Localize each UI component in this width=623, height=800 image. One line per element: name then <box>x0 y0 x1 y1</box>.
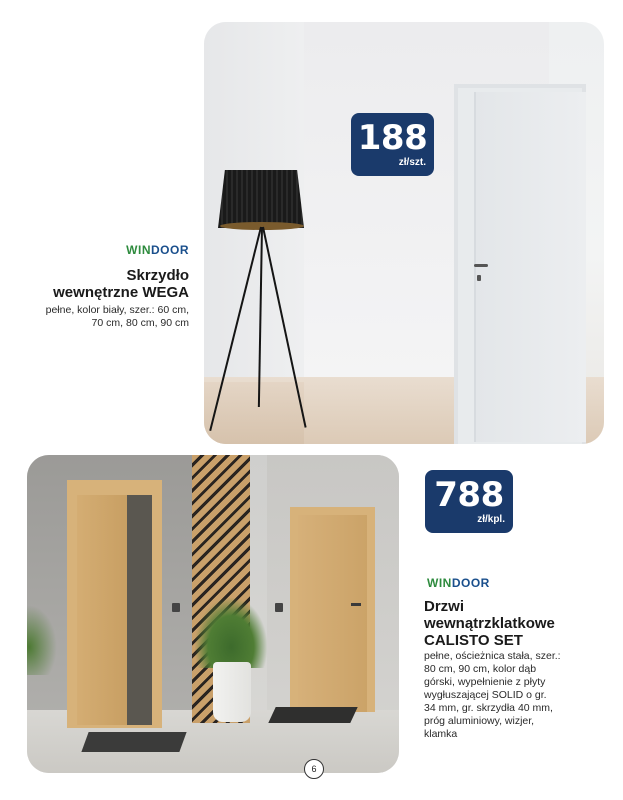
white-door-leaf <box>474 92 586 442</box>
door-handle <box>351 603 361 606</box>
price-badge-wega <box>351 113 434 176</box>
lamp-shade <box>218 170 304 228</box>
product-name-calisto <box>424 598 594 649</box>
door-opening <box>127 495 152 725</box>
price-amount: 788 <box>434 475 504 515</box>
product-desc-line: próg aluminiowy, wizjer, <box>424 715 535 727</box>
door-handle <box>474 264 488 267</box>
product-desc-line: górski, wypełnienie z płyty <box>424 676 546 688</box>
oak-door-closed <box>298 515 367 712</box>
price-amount: 188 <box>357 118 428 158</box>
product-name-line: Skrzydło <box>126 267 189 284</box>
plant-pot <box>213 662 251 722</box>
product-desc-line: pełne, ościeżnica stała, szer.: <box>424 650 561 662</box>
product-desc-line: wygłuszającej SOLID o gr. <box>424 689 547 701</box>
door-mat <box>81 732 186 752</box>
plant-foliage <box>195 598 267 668</box>
product-name-line: CALISTO SET <box>424 632 523 649</box>
product-desc-line: pełne, kolor biały, szer.: 60 cm, <box>45 304 189 316</box>
product-photo-calisto <box>27 455 399 773</box>
product-description-calisto <box>424 650 574 741</box>
price-unit: zł/kpl. <box>477 514 505 525</box>
product-description-wega <box>20 304 189 330</box>
product-name-line: Drzwi <box>424 598 465 615</box>
product-desc-line: 34 mm, gr. skrzydła 40 mm, <box>424 702 553 714</box>
product-desc-line: 80 cm, 90 cm, kolor dąb <box>424 663 537 675</box>
product-name-line: wewnętrzne WEGA <box>53 284 189 301</box>
brand-part-door: DOOR <box>451 576 490 590</box>
product-desc-line: klamka <box>424 728 458 740</box>
product-name-wega <box>40 267 189 301</box>
price-unit: zł/szt. <box>398 157 426 168</box>
door-lock <box>477 275 481 281</box>
plant-foliage <box>27 605 57 675</box>
product-photo-wega <box>204 22 604 444</box>
price-badge-calisto <box>425 470 513 533</box>
brand-logo-windoor <box>427 576 490 590</box>
light-switch <box>172 603 180 612</box>
oak-door-open <box>77 495 127 725</box>
brand-part-win: WIN <box>126 243 151 257</box>
product-desc-line: 70 cm, 80 cm, 90 cm <box>91 317 189 329</box>
door-mat <box>268 707 357 723</box>
light-switch <box>275 603 283 612</box>
product-name-line: wewnątrzklatkowe <box>424 615 555 632</box>
brand-part-door: DOOR <box>151 243 189 257</box>
brand-logo-windoor <box>124 243 189 257</box>
page-number: 6 <box>304 759 324 779</box>
brand-part-win: WIN <box>427 576 452 590</box>
